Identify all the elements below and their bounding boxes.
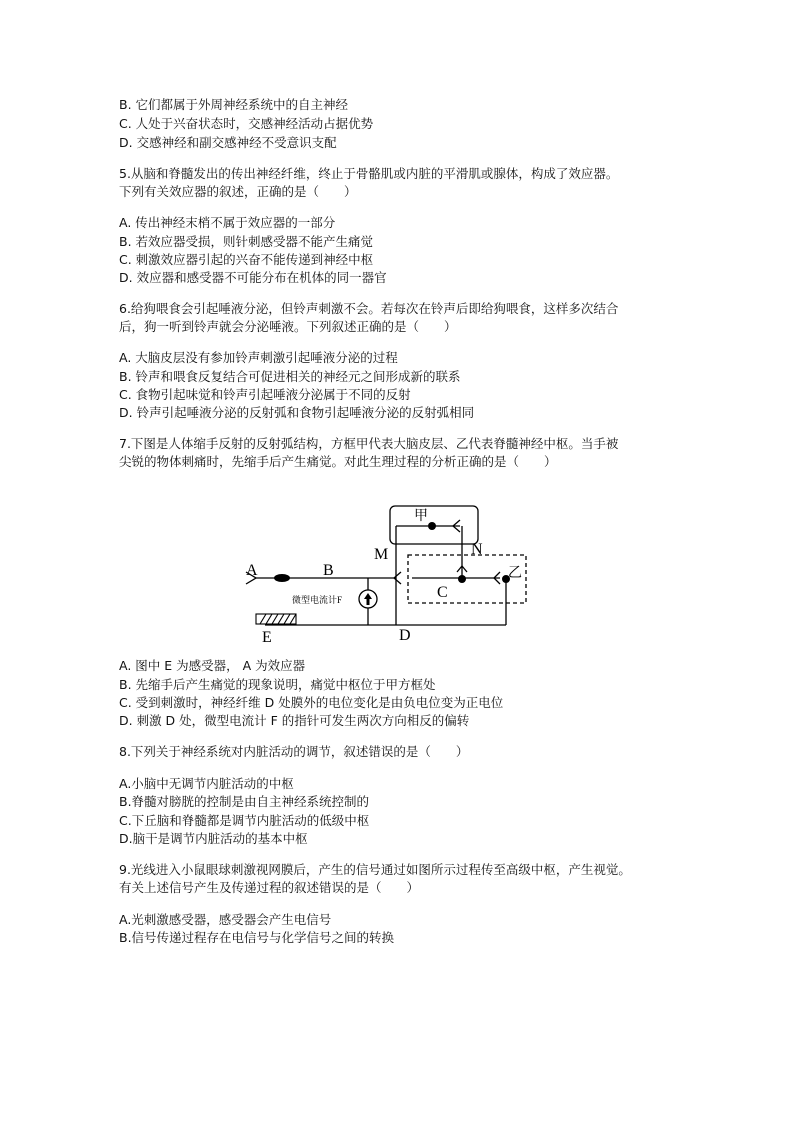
receptor-e [256,614,296,624]
q8-option-c: C.下丘脑和脊髓都是调节内脏活动的低级中枢 [119,813,370,828]
q6-option-a: A. 大脑皮层没有参加铃声刺激引起唾液分泌的过程 [119,350,398,365]
q5-option-c: C. 刺激效应器引起的兴奋不能传递到神经中枢 [119,252,374,267]
q5-option-a: A. 传出神经末梢不属于效应器的一部分 [119,215,336,230]
q7-option-a: A. 图中 E 为感受器， A 为效应器 [119,658,306,673]
label-b: B [323,562,334,579]
label-e: E [262,629,272,646]
q9-option-a: A.光刺激感受器，感受器会产生电信号 [119,912,332,927]
q6-option-c: C. 食物引起味觉和铃声引起唾液分泌属于不同的反射 [119,387,411,402]
label-meter-f: 微型电流计F [292,595,343,605]
label-yi: 乙 [508,566,522,581]
q7-option-c: C. 受到刺激时，神经纤维 D 处膜外的电位变化是由负电位变为正电位 [119,695,504,710]
q9-stem-line2: 有关上述信号产生及传递过程的叙述错误的是（ ） [119,880,420,895]
label-d: D [399,627,411,644]
q6-stem-line2: 后，狗一听到铃声就会分泌唾液。下列叙述正确的是（ ） [119,319,457,334]
q5-option-d: D. 效应器和感受器不可能分布在机体的同一器官 [119,270,387,285]
q5-stem-line2: 下列有关效应器的叙述，正确的是（ ） [119,184,357,199]
neuron-body-c [458,575,466,583]
meter-needle-arrow [364,593,372,605]
q8-option-b: B.脊髓对膀胱的控制是由自主神经系统控制的 [119,794,370,809]
label-c: C [437,584,448,601]
q8-option-d: D.脑干是调节内脏活动的基本中枢 [119,831,308,846]
q8-stem: 8.下列关于神经系统对内脏活动的调节，叙述错误的是（ ） [119,744,469,759]
label-n: N [471,541,483,558]
q7-stem-line2: 尖锐的物体刺痛时，先缩手后产生痛觉。对此生理过程的分析正确的是（ ） [119,454,557,469]
q9-stem-line1: 9.光线进入小鼠眼球刺激视网膜后，产生的信号通过如图所示过程传至高级中枢，产生视觉。 [119,862,631,877]
q8-option-a: A.小脑中无调节内脏活动的中枢 [119,776,294,791]
q7-stem-line1: 7.下图是人体缩手反射的反射弧结构，方框甲代表大脑皮层、乙代表脊髓神经中枢。当手被 [119,436,619,451]
q6-option-b: B. 铃声和喂食反复结合可促进相关的神经元之间形成新的联系 [119,369,461,384]
q6-stem-line1: 6.给狗喂食会引起唾液分泌，但铃声刺激不会。若每次在铃声后即给狗喂食，这样多次结合 [119,301,619,316]
label-jia: 甲 [414,509,428,524]
label-m: M [374,546,389,563]
q4-option-d: D. 交感神经和副交感神经不受意识支配 [119,135,337,150]
q9-option-b: B.信号传递过程存在电信号与化学信号之间的转换 [119,930,395,945]
q4-option-c: C. 人处于兴奋状态时，交感神经活动占据优势 [119,116,374,131]
neuron-body-jia1 [428,522,436,530]
q4-option-b: B. 它们都属于外周神经系统中的自主神经 [119,97,349,112]
q7-option-d: D. 刺激 D 处，微型电流计 F 的指针可发生两次方向相反的偏转 [119,713,470,728]
q5-stem-line1: 5.从脑和脊髓发出的传出神经纤维，终止于骨骼肌或内脏的平滑肌或腺体，构成了效应器。 [119,166,619,181]
reflex-arc-diagram [236,496,536,648]
label-a: A [246,562,258,579]
q7-option-b: B. 先缩手后产生痛觉的现象说明，痛觉中枢位于甲方框处 [119,677,436,692]
q6-option-d: D. 铃声引起唾液分泌的反射弧和食物引起唾液分泌的反射弧相同 [119,405,475,420]
q5-option-b: B. 若效应器受损，则针刺感受器不能产生痛觉 [119,234,374,249]
ganglion-a [274,574,290,582]
